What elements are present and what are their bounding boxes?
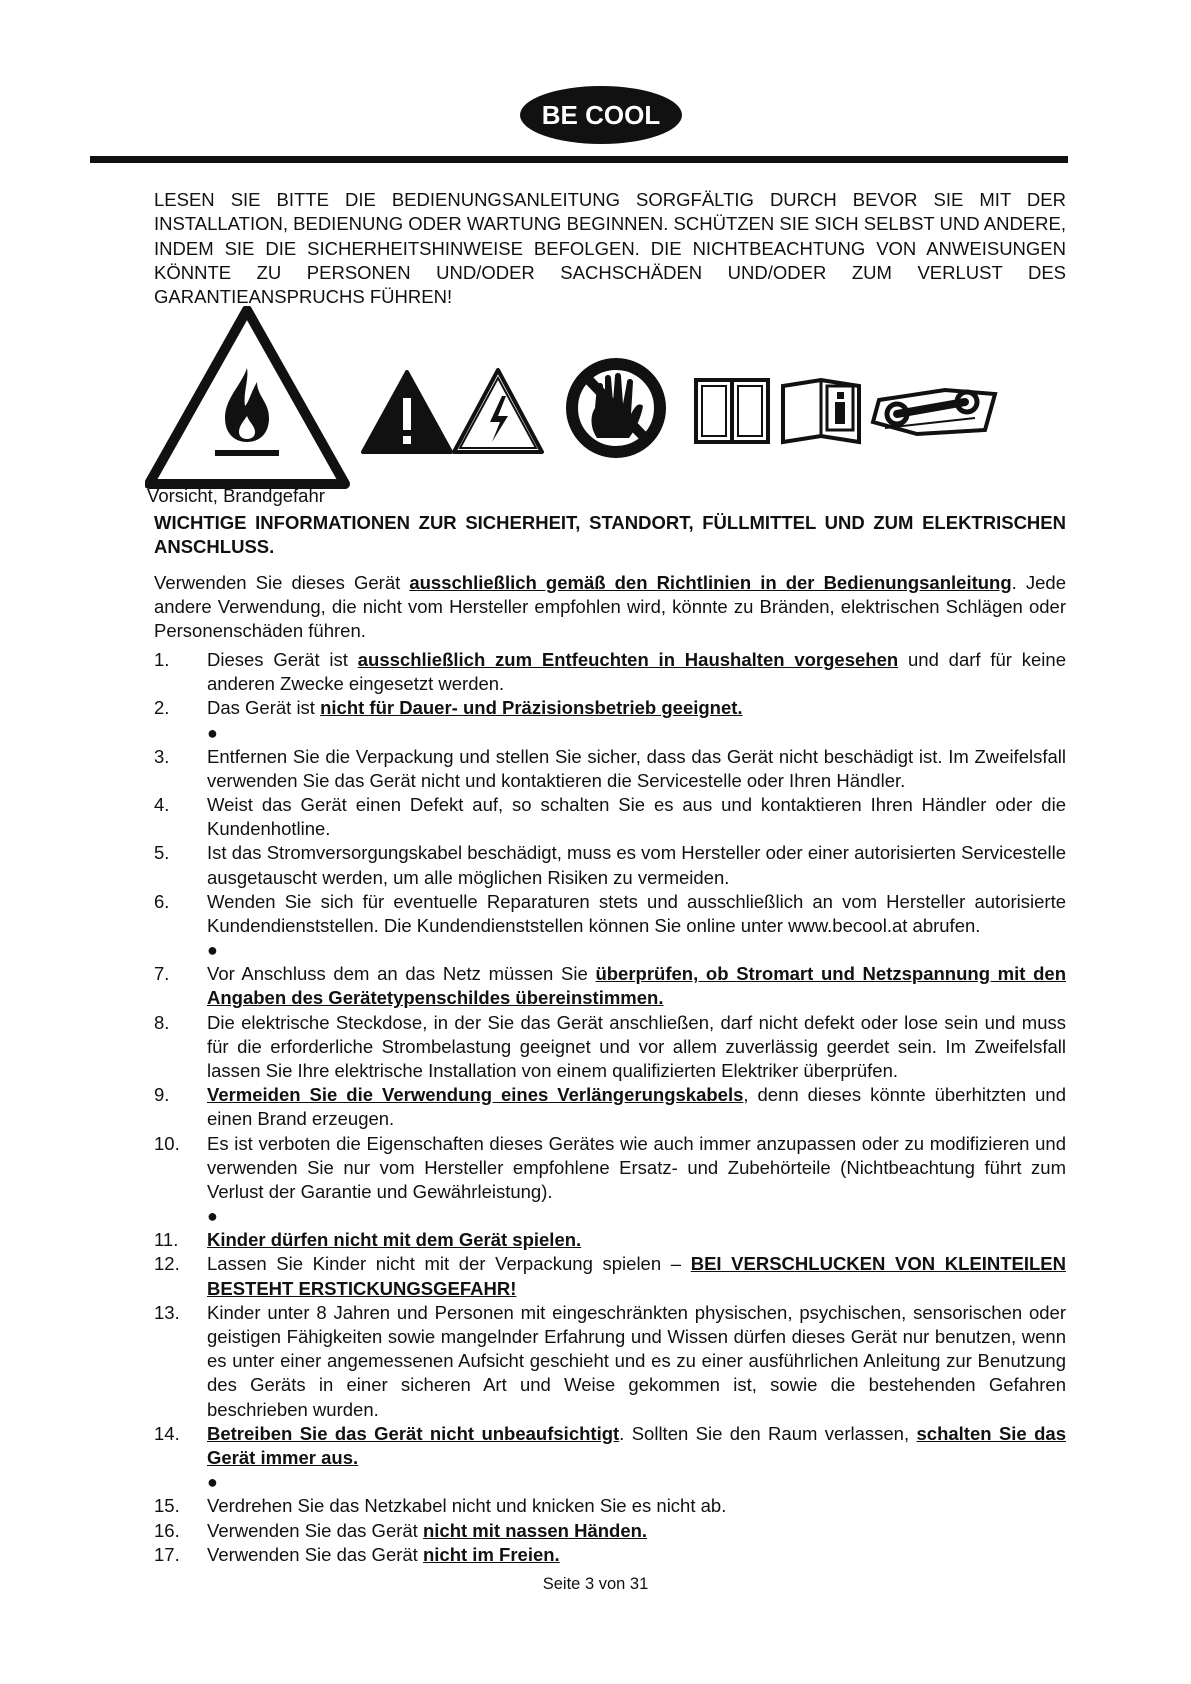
- list-item: 8. Die elektrische Steckdose, in der Sie das Gerät anschließen, darf nicht defekt oder lose sein und muss für die erforderliche Strombelastung geeignet und vor allem zuverlässig geerdet sein. Im Zweifelsfall lassen Sie Ihre elektrische Installation von einem qualifizierten Elektriker überprüfen.: [154, 1011, 1066, 1082]
- list-item: 9. Vermeiden Sie die Verwendung eines Verlängerungskabels, denn dieses könnte überhitzten und einen Brand erzeugen.: [154, 1084, 1066, 1130]
- item-number: 5.: [154, 842, 170, 864]
- bullet-separator: ●: [207, 722, 218, 743]
- item-number: 12.: [154, 1253, 180, 1275]
- item-number: 1.: [154, 649, 170, 670]
- general-warning-icon: [363, 372, 451, 452]
- list-item: 4. Weist das Gerät einen Defekt auf, so schalten Sie es aus und kontaktieren Ihren Händler oder die Kundenhotline.: [154, 794, 1066, 840]
- bullet-separator: ●: [207, 1206, 218, 1227]
- item-number: 8.: [154, 1011, 170, 1033]
- item-number: 14.: [154, 1422, 180, 1444]
- page-number: Seite 3 von 31: [542, 1575, 649, 1593]
- safety-instructions-list: [154, 648, 1066, 1567]
- flammable-warning-icon: [149, 310, 345, 484]
- item-number: 16.: [154, 1519, 180, 1541]
- item-number: 7.: [154, 963, 170, 985]
- list-item: 15. Verdrehen Sie das Netzkabel nicht und knicken Sie es nicht ab.: [154, 1494, 1066, 1518]
- section-heading: WICHTIGE INFORMATIONEN ZUR SICHERHEIT, STANDORT, FÜLLMITTEL UND ZUM ELEKTRISCHEN ANSCHLUSS.: [154, 512, 1066, 557]
- item-number: 13.: [154, 1301, 180, 1323]
- item-number: 15.: [154, 1495, 180, 1517]
- intro-warning: LESEN SIE BITTE DIE BEDIENUNGSANLEITUNG SORGFÄLTIG DURCH BEVOR SIE MIT DER INSTALLATION, BEDIENUNG ODER WARTUNG BEGINNEN. SCHÜTZEN SIE SICH SELBST UND ANDERE, INDEM SIE DIE SICHERHEITSHINWEISE BEFOLGEN. DIE NICHTBEACHTUNG VON ANWEISUNGEN KÖNNTE ZU PERSONEN UND/ODER SACHSCHÄDEN UND/ODER ZUM VERLUST DES GARANTIEANSPRUCHS FÜHREN!: [154, 189, 1066, 308]
- list-item: 2. Das Gerät ist nicht für Dauer- und Präzisionsbetrieb geeignet.: [154, 696, 1066, 720]
- item-number: 11.: [154, 1229, 179, 1251]
- information-icon: [783, 380, 859, 442]
- item-number: 10.: [154, 1132, 180, 1154]
- list-item: 11. Kinder dürfen nicht mit dem Gerät spielen.: [154, 1228, 1066, 1252]
- list-item: 3. Entfernen Sie die Verpackung und stellen Sie sicher, dass das Gerät nicht beschädigt ist. Im Zweifelsfall verwenden Sie das Gerät nicht und kontaktieren die Servicestelle oder Ihren Händler.: [154, 745, 1066, 791]
- list-item: 14. Betreiben Sie das Gerät nicht unbeaufsichtigt. Sollten Sie den Raum verlassen, schalten Sie das Gerät immer aus.: [154, 1422, 1066, 1469]
- list-item: 1. Dieses Gerät ist ausschließlich zum Entfeuchten in Haushalten vorgesehen und darf für keine anderen Zwecke eingesetzt werden.: [154, 649, 1066, 695]
- service-manual-icon: [873, 390, 995, 434]
- list-item: 13. Kinder unter 8 Jahren und Personen mit eingeschränkten physischen, psychischen, sensorischen oder geistigen Fähigkeiten sowie mangelnder Erfahrung und Wissen dürfen dieses Gerät nur benutzen, wenn es unter einer angemessenen Aufsicht geschieht und es zu einer ausführlichen Anleitung zur Benutzung des Geräts in einer sicheren Art und Weise gekommen ist, sowie die bestehenden Gefahren beschrieben wurden.: [154, 1301, 1066, 1420]
- list-item: 12. Lassen Sie Kinder nicht mit der Verpackung spielen – BEI VERSCHLUCKEN VON KLEINTEILEN BESTEHT ERSTICKUNGSGEFAHR!: [154, 1253, 1066, 1299]
- electric-shock-warning-icon: [454, 370, 542, 452]
- list-item: 7. Vor Anschluss dem an das Netz müssen Sie überprüfen, ob Stromart und Netzspannung mit den Angaben des Gerätetypenschildes übereinstimmen.: [154, 963, 1066, 1009]
- list-item: 5. Ist das Stromversorgungskabel beschädigt, muss es vom Hersteller oder einer autorisierten Servicestelle ausgetauscht werden, um alle möglichen Risiken zu vermeiden.: [154, 842, 1066, 888]
- item-number: 17.: [154, 1543, 180, 1565]
- logo-text: BE COOL: [541, 100, 661, 130]
- safety-icons-row: [145, 306, 1075, 490]
- read-manual-icon: [696, 380, 768, 442]
- item-number: 2.: [154, 697, 170, 719]
- item-number: 9.: [154, 1084, 170, 1106]
- fire-hazard-caption: Vorsicht, Brandgefahr: [147, 485, 325, 506]
- item-number: 4.: [154, 794, 170, 816]
- usage-paragraph: Verwenden Sie dieses Gerät ausschließlich gemäß den Richtlinien in der Bedienungsanleitung. Jede andere Verwendung, die nicht vom Hersteller empfohlen wird, könnte zu Bränden, elektrischen Schlägen oder Personenschäden führen.: [154, 572, 1066, 642]
- list-item: 6. Wenden Sie sich für eventuelle Reparaturen stets und ausschließlich an vom Hersteller autorisierte Kundendienststellen. Die Kundendienststellen können Sie online unter www.becool.at abrufen.: [154, 890, 1066, 937]
- list-item: 10. Es ist verboten die Eigenschaften dieses Gerätes wie auch immer anzupassen oder zu modifizieren und verwenden Sie nur vom Hersteller empfohlene Ersatz- und Zubehörteile (Nichtbeachtung führt zum Verlust der Garantie und Gewährleistung).: [154, 1132, 1066, 1203]
- item-number: 6.: [154, 890, 170, 912]
- do-not-touch-icon: [572, 364, 660, 452]
- bullet-separator: ●: [207, 1472, 218, 1493]
- list-item: 16. Verwenden Sie das Gerät nicht mit nassen Händen.: [154, 1519, 1066, 1543]
- list-item: 17. Verwenden Sie das Gerät nicht im Freien.: [154, 1543, 1066, 1567]
- header-rule: [90, 156, 1068, 163]
- item-number: 3.: [154, 745, 170, 767]
- bullet-separator: ●: [207, 940, 218, 961]
- be-cool-logo: [519, 85, 683, 145]
